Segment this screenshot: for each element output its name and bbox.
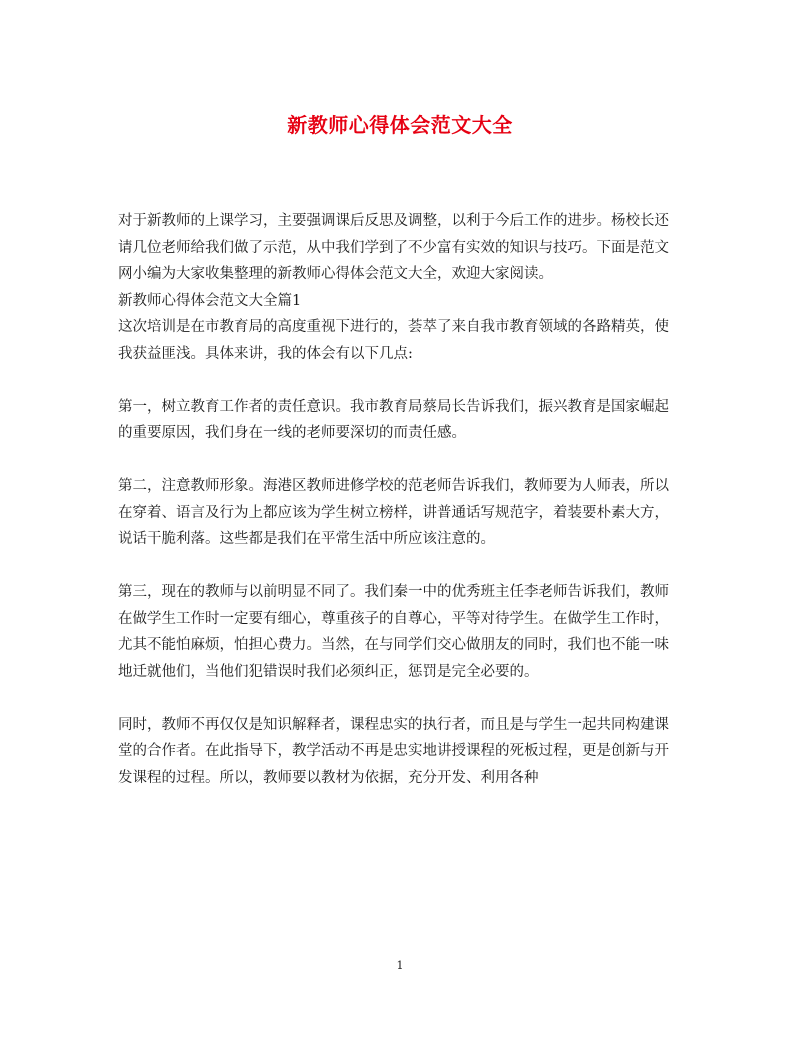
body-paragraph: 这次培训是在市教育局的高度重视下进行的，荟萃了来自我市教育领域的各路精英，使我获益匪浅。具体来讲，我的体会有以下几点: bbox=[118, 319, 669, 362]
page-number: 1 bbox=[396, 959, 404, 972]
section-heading: 新教师心得体会范文大全篇1 bbox=[118, 292, 302, 309]
body-paragraph: 第一，树立教育工作者的责任意识。我市教育局蔡局长告诉我们，振兴教育是国家崛起的重要原因，我们身在一线的老师要深切的而责任感。 bbox=[118, 398, 669, 441]
paragraph-spacer bbox=[118, 447, 683, 474]
body-paragraph: 第二，注意教师形象。海港区教师进修学校的范老师告诉我们，教师要为人师表，所以在穿着、语言及行为上都应该为学生树立榜样，讲普通话写规范字，着装要朴素大方，说话干脆利落。这些都是我们在平常生活中所应该注意的。 bbox=[118, 478, 669, 547]
body-paragraph: 第三，现在的教师与以前明显不同了。我们秦一中的优秀班主任李老师告诉我们，教师在做学生工作时一定要有细心，尊重孩子的自尊心，平等对待学生。在做学生工作时，尤其不能怕麻烦，怕担心费力。当然，在与同学们交心做朋友的同时，我们也不能一味地迁就他们，当他们犯错误时我们必须纠正，惩罚是完全必要的。 bbox=[118, 584, 669, 680]
document-body bbox=[118, 208, 683, 791]
paragraph-spacer bbox=[118, 367, 683, 394]
intro-paragraph: 对于新教师的上课学习，主要强调课后反思及调整，以利于今后工作的进步。杨校长还请几位老师给我们做了示范，从中我们学到了不少富有实效的知识与技巧。下面是范文网小编为大家收集整理的新教师心得体会范文大全，欢迎大家阅读。 bbox=[118, 213, 669, 282]
paragraph-spacer bbox=[118, 553, 683, 580]
body-paragraph: 同时，教师不再仅仅是知识解释者，课程忠实的执行者，而且是与学生一起共同构建课堂的合作者。在此指导下，教学活动不再是忠实地讲授课程的死板过程，更是创新与开发课程的过程。所以，教师要以教材为依据，充分开发、利用各种 bbox=[118, 716, 669, 786]
document-title: 新教师心得体会范文大全 bbox=[287, 113, 513, 137]
paragraph-spacer bbox=[118, 685, 683, 712]
